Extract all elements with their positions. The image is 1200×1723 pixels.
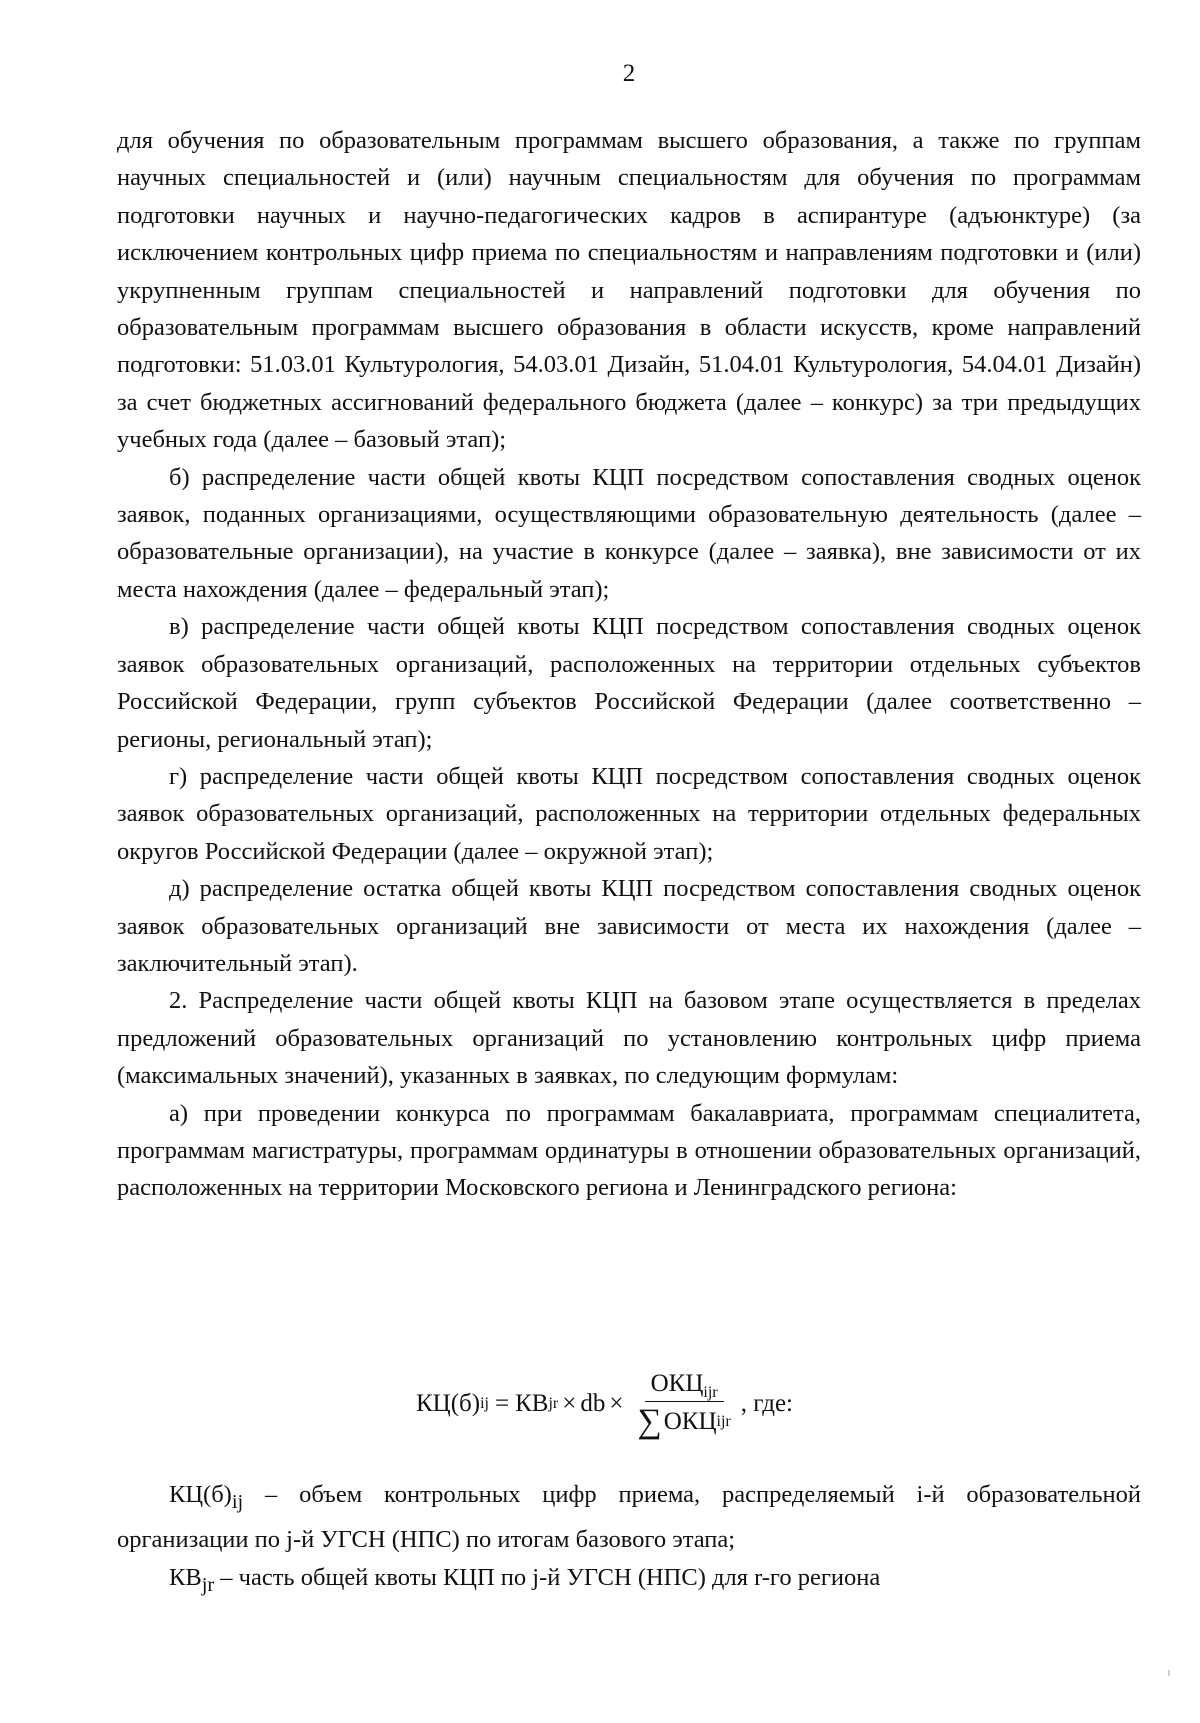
formula-expression: КЦ(б) ij = КВ jr × db × $ОКЦ_{ijr}$ ∑ ОКЦ ijr , где: (416, 1369, 794, 1440)
denominator-text: ОКЦ (663, 1407, 717, 1435)
definition-kv-symbol: КВ (169, 1563, 202, 1591)
document-body (117, 122, 1141, 1207)
formula-db: db (580, 1390, 606, 1417)
formula-equals: = (495, 1390, 510, 1417)
definition-kcb-symbol: КЦ(б) (169, 1481, 232, 1508)
formula-kv: КВ (515, 1390, 549, 1417)
formula-times-2: × (609, 1390, 624, 1417)
paragraph-item-a: а) при проведении конкурса по программам бакалавриата, программам специалитета, программам магистратуры, программам ординатуры в отношении образовательных организаций, расположенных на территории Московского региона и Ленинградского региона: (117, 1099, 1141, 1202)
paragraph-item-b: б) распределение части общей квоты КЦП посредством сопоставления сводных оценок заявок, поданных организациями, осуществляющими образовательную деятельность (далее – образовательные организации), на участие в конкурсе (далее – заявка), вне зависимости от их места нахождения (далее – федеральный этап); (117, 463, 1141, 603)
formula-times-1: × (562, 1390, 577, 1417)
scan-edge-mark (1168, 1670, 1170, 1676)
definition-kcb (117, 1476, 1141, 1559)
formula-block (0, 1356, 1200, 1452)
formula-fraction (631, 1370, 736, 1439)
definition-kv-subscript: jr (201, 1573, 215, 1596)
definition-kcb-text: – объем контрольных цифр приема, распределяемый i-й образовательной организации по j-й УГСН (НПС) по итогам базового этапа; (117, 1481, 1141, 1554)
formula-denominator: ∑ ОКЦ ijr (637, 1402, 731, 1440)
definition-kcb-subscript: ij (231, 1490, 244, 1513)
page-number: 2 (622, 60, 636, 87)
numerator-text: ОКЦ (650, 1369, 704, 1397)
sum-symbol: ∑ (637, 1402, 662, 1440)
formula-tail: , где: (740, 1390, 794, 1417)
formula-numerator (645, 1370, 724, 1402)
definition-kv-text: – часть общей квоты КЦП по j-й УГСН (НПС) для r-го региона (214, 1563, 881, 1591)
paragraph-base-stage: для обучения по образовательным программам высшего образования, а также по группам научных специальностей и (или) научным специальностям для обучения по программам подготовки научных и научно-педагогических кадров в аспирантуре (адъюнктуре) (за исключением контрольных цифр приема по специальностям и направлениям подготовки и (или) укрупненным группам специальностей и направлений подготовки для обучения по образовательным программам высшего образования в области искусств, кроме направлений подготовки: 51.03.01 Культурология, 54.03.01 Дизайн, 51.04.01 Культурология, 54.04.01 Дизайн) за счет бюджетных ассигнований федерального бюджета (далее – конкурс) за три предыдущих учебных года (далее – базовый этап); (117, 127, 1141, 454)
definition-kv (117, 1559, 1141, 1604)
definitions-block (117, 1476, 1141, 1604)
paragraph-item-g: г) распределение части общей квоты КЦП посредством сопоставления сводных оценок заявок образовательных организаций, расположенных на территории отдельных федеральных округов Российской Федерации (далее – окружной этап); (117, 762, 1141, 865)
formula-lhs: КЦ(б) (416, 1390, 481, 1417)
paragraph-item-v: в) распределение части общей квоты КЦП посредством сопоставления сводных оценок заявок образовательных организаций, расположенных на территории отдельных субъектов Российской Федерации, групп субъектов Российской Федерации (далее соответственно – регионы, региональный этап); (117, 613, 1141, 753)
paragraph-item-d: д) распределение остатка общей квоты КЦП посредством сопоставления сводных оценок заявок образовательных организаций вне зависимости от места их нахождения (далее – заключительный этап). (117, 875, 1141, 977)
numerator-subscript: ijr (703, 1383, 718, 1401)
paragraph-section-2: 2. Распределение части общей квоты КЦП на базовом этапе осуществляется в пределах предложений образовательных организаций по установлению контрольных цифр приема (максимальных значений), указанных в заявках, по следующим формулам: (117, 987, 1141, 1090)
